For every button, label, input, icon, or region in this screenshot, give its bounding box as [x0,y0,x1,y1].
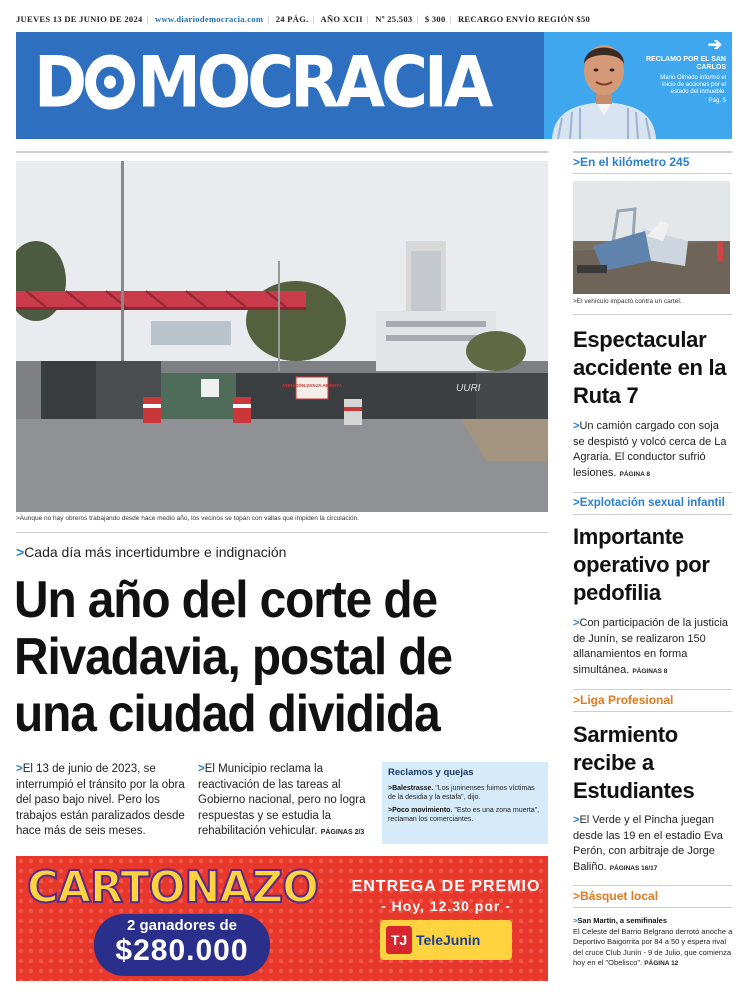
sign-text: ATENCIÓN ZANJA ABIERTA [282,383,342,388]
side-kicker-4: >Básquet local [573,889,659,903]
main-photo-caption: >Aunque no hay obreros trabajando desde hace medio año, los vecinos se topan con vallas que impiden la circulación. [16,515,360,522]
side-kicker-2: >Explotación sexual infantil [573,497,725,509]
main-col-2: >El Municipio reclama la reactivación de las tareas al Gobierno nacional, pero no logra respuestas y se estudia la rehabilitación vehicular. PÁGINAS 2/3 [198,763,366,837]
divider [573,492,732,493]
side-headline-3[interactable]: Sarmiento recibe a Estudiantes [573,722,695,803]
divider [573,314,732,315]
page-count: 24 PÁG. [275,14,309,24]
divider [16,151,548,153]
divider [573,711,732,712]
side-body-3: >El Verde y el Pincha juegan desde las 19 en el estadio Eva Perón, con arbitraje de Jorge Baliño. PÁGINAS 16/17 [573,814,723,873]
prize-pill [94,914,270,976]
street-scene-illustration [16,161,548,512]
divider [573,689,732,690]
prize-winners: 2 ganadores de [126,917,238,934]
quote-1: >Balestrasse. "Los juninenses fuimos víctimas de la desidia y la estafa", dijo. [388,785,535,801]
divider [573,173,732,174]
shipping-surcharge: RECARGO ENVÍO REGIÓN $50 [457,14,591,24]
quotes-box [382,762,548,844]
quotes-title: Reclamos y quejas [388,767,474,778]
quote-2: >Poco movimiento. "Esto es una zona muerta", reclaman los comerciantes. [388,807,540,823]
side-headline-1[interactable]: Espectacular accidente en la Ruta 7 [573,327,727,408]
side-kicker-3: >Liga Profesional [573,693,674,707]
logo-o-mark [85,55,135,110]
ad-title: CARTONAZO [26,862,318,913]
divider [573,514,732,515]
issue-year: AÑO XCII [320,14,363,24]
website-link[interactable]: www.diariodemocracia.com [155,14,264,24]
prize-delivery [346,878,546,914]
side-body-2: >Con participación de la justicia de Junín, se realizaron 150 allanamientos en forma simultánea. PÁGINAS 8 [573,617,729,676]
graffiti-text: UURI [456,383,481,394]
main-kicker: >Cada día más incertidumbre e indignación [16,544,287,560]
sponsor-badge [380,920,512,960]
issue-number: Nº 25.503 [375,14,413,24]
brief-item[interactable]: >San Martín, a semifinales El Celeste del Barrio Belgrano derrotó anoche a Deportivo Baigorrita por 84 a 50 y espera rival del cruce Club Junín - 9 de Julio, que comienza hoy en el "Obelisco". PÁGINA 12 [573,916,733,967]
brief-title: San Martín, a semifinales [577,916,668,925]
telejunin-logo-icon: TJ [386,926,412,954]
arrow-right-icon: ➔ [707,35,723,54]
issue-price: $ 300 [424,14,446,24]
page-ref: PÁGINAS 2/3 [320,829,365,836]
main-headline[interactable]: Un año del corte de Rivadavia, postal de una ciudad dividida [14,571,452,743]
masthead-info-bar: JUEVES 13 DE JUNIO DE 2024 | www.diariodemocracia.com | 24 PÁG. | AÑO XCII | Nº 25.503 | $ 300 | RECARGO ENVÍO REGIÓN $50 [16,14,591,24]
divider [573,907,732,908]
prize-amount: $280.000 [115,934,249,967]
teaser-title: RECLAMO POR EL SAN CARLOS [646,56,726,72]
divider [573,885,732,886]
brief-body: El Celeste del Barrio Belgrano derrotó anoche a Deportivo Baigorrita por 84 a 50 y espera rival del cruce Club Junín - 9 de Julio, que comienza hoy en el "Obelisco". [573,926,733,967]
teaser-body: Mario Olmedo informó el inicio de acciones por el estado del inmueble. [660,74,726,96]
accident-photo[interactable] [573,181,730,294]
divider [573,151,732,153]
cartonazo-ad[interactable] [16,856,548,981]
masthead-teaser[interactable] [544,32,732,139]
accident-photo-caption: >El vehículo impactó contra un cartel. [573,298,682,305]
divider [16,532,548,533]
main-col-1: >El 13 de junio de 2023, se interrumpió el tránsito por la obra del paso bajo nivel. Pero los trabajos están paralizados desde hace más de seis meses. [16,763,185,837]
side-body-1: >Un camión cargado con soja se despistó y volcó cerca de La Agraria. El conductor sufrió lesiones. PÁGINA 8 [573,420,727,479]
side-headline-2[interactable]: Importante operativo por pedofilia [573,524,710,605]
sponsor-name: TeleJunin [416,932,481,948]
teaser-page: Pág. 5 [708,98,726,105]
issue-date: JUEVES 13 DE JUNIO DE 2024 [16,14,143,24]
delivery-time: - Hoy, 12.30 por - [381,898,511,914]
main-story-photo[interactable] [16,161,548,512]
newspaper-logo[interactable]: D MOCRACIA [34,42,490,124]
accident-illustration [573,181,730,294]
delivery-title: ENTREGA DE PREMIO [351,878,541,895]
side-kicker-1: >En el kilómetro 245 [573,155,690,169]
masthead [16,32,732,139]
